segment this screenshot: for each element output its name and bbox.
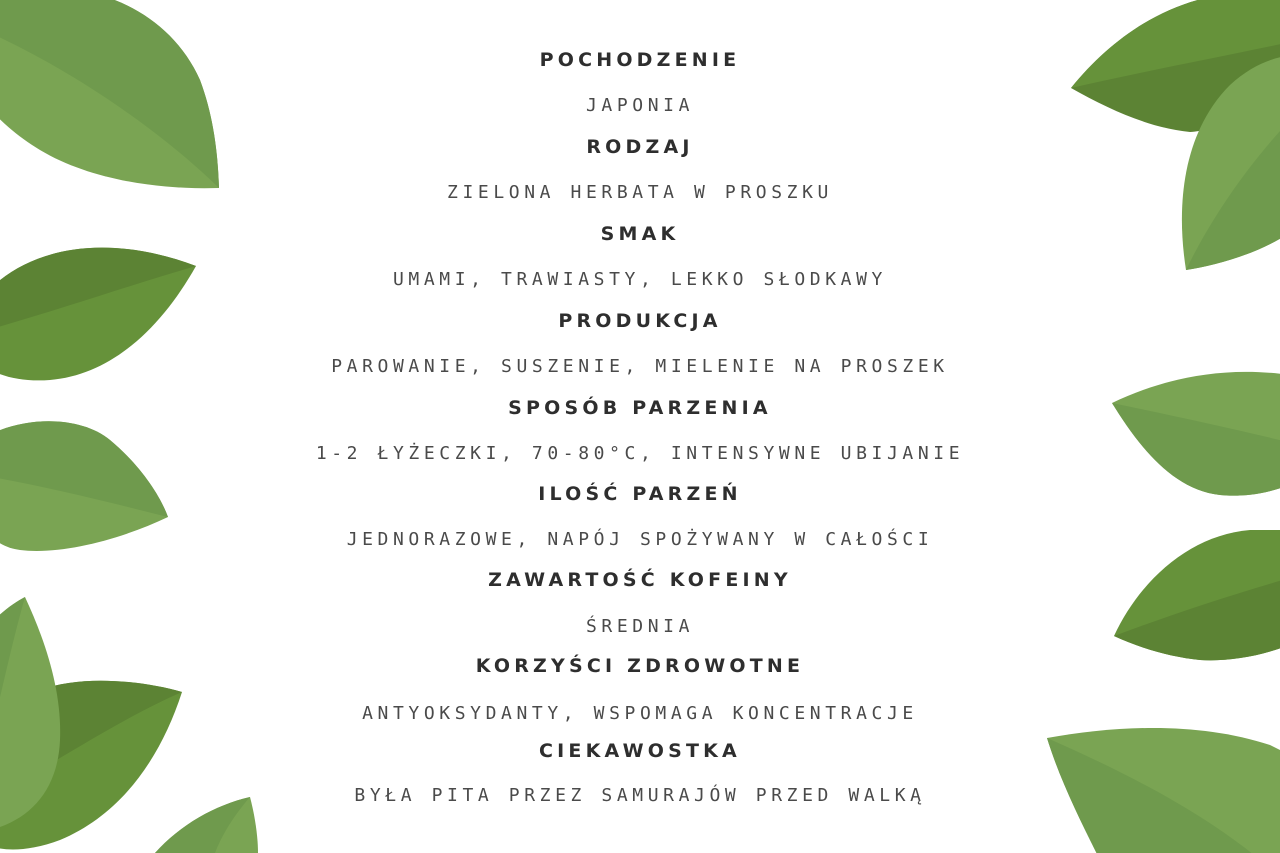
heading-taste: SMAK — [600, 223, 680, 245]
heading-fun-fact: CIEKAWOSTKA — [539, 740, 741, 762]
heading-caffeine: ZAWARTOŚĆ KOFEINY — [488, 569, 792, 591]
value-fun-fact: BYŁA PITA PRZEZ SAMURAJÓW PRZED WALKĄ — [354, 785, 926, 806]
value-caffeine: ŚREDNIA — [585, 616, 695, 637]
heading-infusions: ILOŚĆ PARZEŃ — [538, 483, 742, 505]
value-origin: JAPONIA — [585, 95, 695, 116]
value-health-benefits: ANTYOKSYDANTY, WSPOMAGA KONCENTRACJE — [362, 703, 918, 724]
heading-type: RODZAJ — [586, 136, 694, 158]
heading-origin: POCHODZENIE — [539, 49, 741, 71]
heading-health-benefits: KORZYŚCI ZDROWOTNE — [475, 655, 805, 677]
value-infusions: JEDNORAZOWE, NAPÓJ SPOŻYWANY W CAŁOŚCI — [346, 529, 934, 550]
value-production: PAROWANIE, SUSZENIE, MIELENIE NA PROSZEK — [331, 356, 949, 377]
value-brewing-method: 1-2 ŁYŻECZKI, 70-80°C, INTENSYWNE UBIJANIE — [315, 443, 965, 464]
heading-production: PRODUKCJA — [558, 310, 722, 332]
value-taste: UMAMI, TRAWIASTY, LEKKO SŁODKAWY — [393, 269, 887, 290]
value-type: ZIELONA HERBATA W PROSZKU — [447, 182, 833, 203]
heading-brewing-method: SPOSÓB PARZENIA — [508, 397, 772, 419]
